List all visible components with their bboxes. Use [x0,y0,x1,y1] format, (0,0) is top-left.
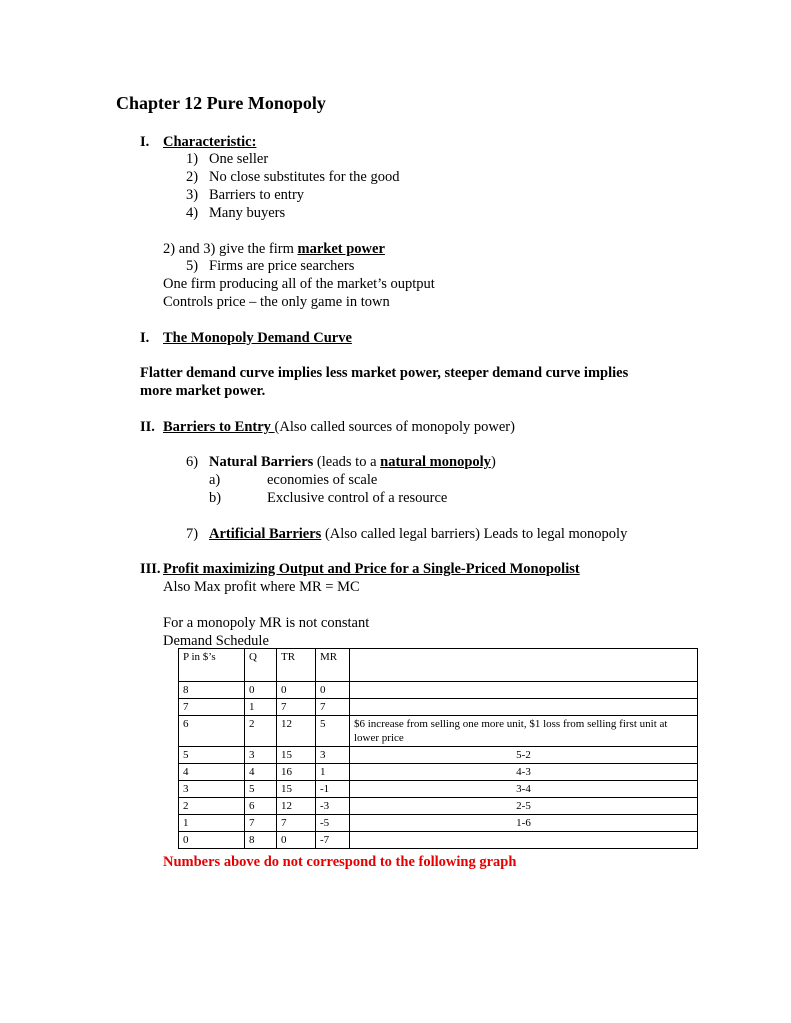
cell-tr: 12 [277,716,316,747]
market-power-term: market power [297,241,385,257]
cell-mr: 7 [316,699,350,716]
cell-quantity: 4 [245,764,277,781]
cell-note: 1-6 [350,815,698,832]
artificial-barriers-label: Artificial Barriers [209,526,322,542]
list-item: One seller [209,151,269,167]
sub-item-letter: b) [209,490,222,506]
header-note [350,649,698,682]
table-row [179,798,698,815]
cell-mr: -5 [316,815,350,832]
section-numeral: I. [140,134,150,150]
cell-mr: -3 [316,798,350,815]
body-text: One firm producing all of the market’s ouptput [163,276,435,292]
cell-tr: 15 [277,781,316,798]
header-price: P in $’s [179,649,245,682]
bold-statement: Flatter demand curve implies less market power, steeper demand curve implies [140,365,629,381]
table-row [179,699,698,716]
natural-barriers-mid: (leads to a [313,454,381,470]
cell-quantity: 8 [245,832,277,849]
cell-tr: 7 [277,699,316,716]
cell-price: 7 [179,699,245,716]
section-heading-profit-max: Profit maximizing Output and Price for a Single-Priced Monopolist [163,561,580,577]
table-row [179,764,698,781]
natural-barriers-end: ) [490,454,496,470]
table-caption: Demand Schedule [163,633,269,649]
list-item-number: 4) [186,205,199,221]
list-item: No close substitutes for the good [209,169,400,185]
list-item-number: 5) [186,258,199,274]
cell-tr: 12 [277,798,316,815]
header-quantity: Q [245,649,277,682]
list-item-number: 7) [186,526,199,542]
table-row [179,815,698,832]
cell-price: 1 [179,815,245,832]
artificial-barriers-line [209,525,627,543]
demand-schedule-table [178,648,698,849]
header-mr: MR [316,649,350,682]
cell-quantity: 3 [245,747,277,764]
section-heading-barriers: Barriers to Entry [163,419,275,435]
cell-tr: 0 [277,682,316,699]
header-tr: TR [277,649,316,682]
cell-mr: 0 [316,682,350,699]
barriers-heading-suffix: (Also called sources of monopoly power) [274,419,515,435]
cell-quantity: 5 [245,781,277,798]
list-item: Firms are price searchers [209,258,355,274]
cell-note: 3-4 [350,781,698,798]
section-numeral: II. [140,419,155,435]
table-row [179,682,698,699]
sub-item: economies of scale [267,472,378,488]
cell-price: 5 [179,747,245,764]
list-item: Barriers to entry [209,187,305,203]
sub-item: Exclusive control of a resource [267,490,448,506]
cell-mr: 1 [316,764,350,781]
cell-note [350,699,698,716]
cell-mr: 3 [316,747,350,764]
cell-note: $6 increase from selling one more unit, $1 loss from selling first unit at lower price [350,716,698,747]
list-item: Many buyers [209,205,286,221]
cell-price: 4 [179,764,245,781]
cell-price: 2 [179,798,245,815]
body-text: Also Max profit where MR = MC [163,579,360,595]
cell-tr: 7 [277,815,316,832]
table-row [179,832,698,849]
table-row [179,747,698,764]
cell-tr: 16 [277,764,316,781]
cell-quantity: 0 [245,682,277,699]
table-header-row [179,649,698,682]
section-heading-characteristic: Characteristic: [163,134,257,150]
cell-mr: -1 [316,781,350,798]
cell-quantity: 6 [245,798,277,815]
cell-price: 3 [179,781,245,798]
cell-mr: 5 [316,716,350,747]
cell-quantity: 2 [245,716,277,747]
natural-monopoly-term: natural monopoly [380,454,491,470]
body-text: Controls price – the only game in town [163,294,390,310]
body-text: For a monopoly MR is not constant [163,615,370,631]
cell-price: 0 [179,832,245,849]
cell-tr: 15 [277,747,316,764]
section-numeral: III. [140,561,161,577]
section-numeral: I. [140,330,150,346]
list-item-number: 1) [186,151,199,167]
bold-statement: more market power. [140,383,266,399]
cell-note: 4-3 [350,764,698,781]
cell-tr: 0 [277,832,316,849]
artificial-barriers-rest: (Also called legal barriers) Leads to legal monopoly [321,526,628,542]
barriers-heading-line [163,418,515,436]
cell-note [350,682,698,699]
cell-quantity: 7 [245,815,277,832]
list-item-number: 2) [186,169,199,185]
list-item-number: 3) [186,187,199,203]
cell-price: 8 [179,682,245,699]
cell-note: 5-2 [350,747,698,764]
list-item-number: 6) [186,454,199,470]
table-row [179,716,698,747]
page-title: Chapter 12 Pure Monopoly [116,93,326,113]
cell-mr: -7 [316,832,350,849]
market-power-line [163,240,385,258]
natural-barriers-line [209,453,496,471]
cell-note [350,832,698,849]
table-row [179,781,698,798]
cell-price: 6 [179,716,245,747]
graph-disclaimer: Numbers above do not correspond to the following graph [163,854,517,870]
market-power-prefix: 2) and 3) give the firm [163,241,298,257]
cell-quantity: 1 [245,699,277,716]
cell-note: 2-5 [350,798,698,815]
sub-item-letter: a) [209,472,221,488]
natural-barriers-label: Natural Barriers [209,454,314,470]
section-heading-demand-curve: The Monopoly Demand Curve [163,330,352,346]
